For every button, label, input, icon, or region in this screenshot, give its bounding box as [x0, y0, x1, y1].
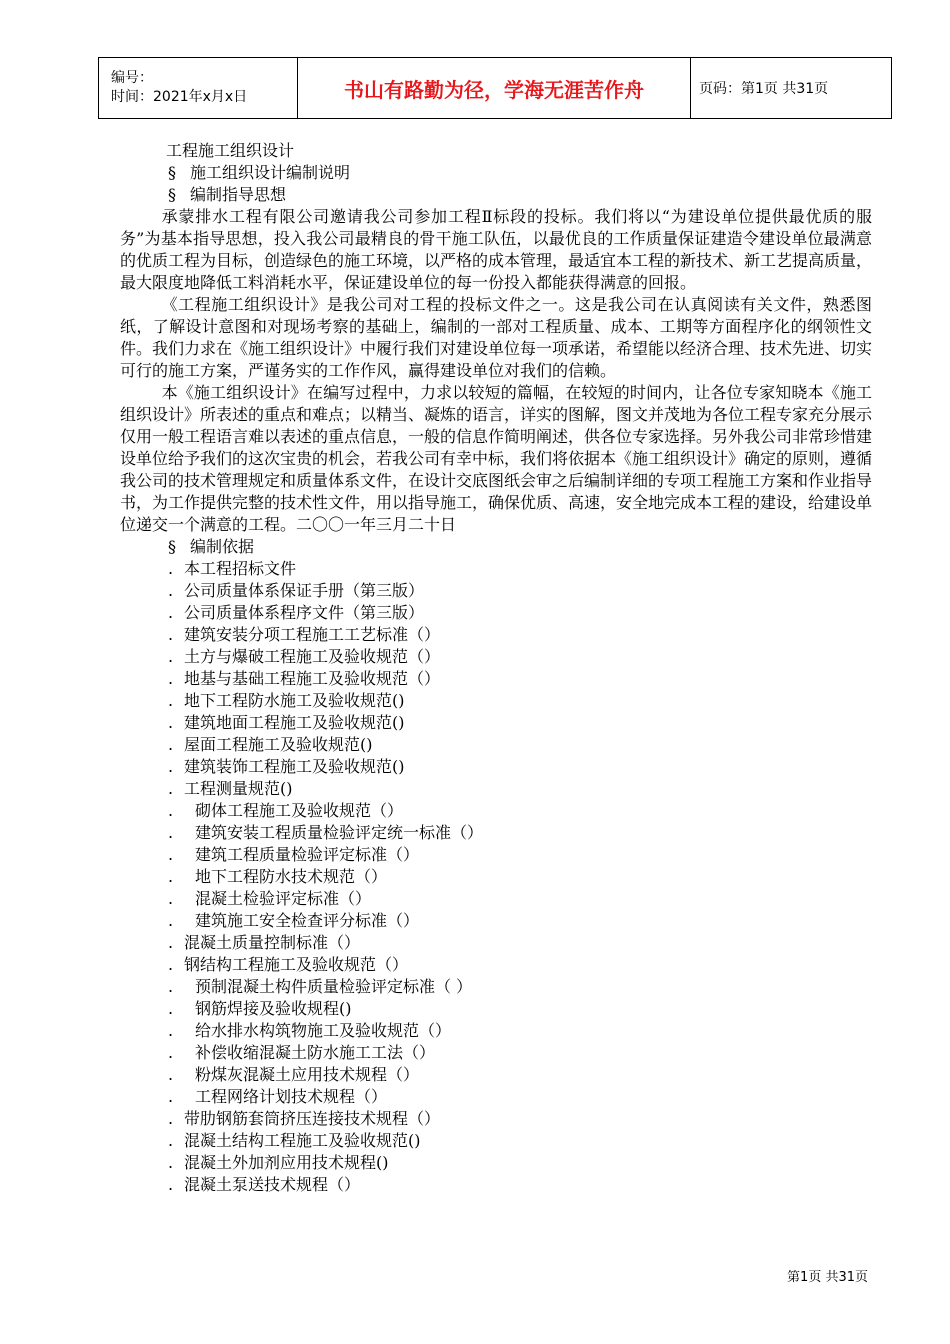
section-heading-text: 施工组织设计编制说明	[190, 163, 351, 182]
section-mark: §	[168, 537, 176, 556]
reference-item-text: 地下工程防水技术规范（）	[195, 867, 388, 886]
list-bullet: .	[168, 735, 174, 754]
reference-item-text: 建筑安装工程质量检验评定统一标准（）	[195, 823, 484, 842]
reference-item	[120, 822, 872, 844]
list-bullet: .	[168, 1021, 174, 1040]
reference-item	[120, 800, 872, 822]
reference-item	[120, 1108, 872, 1130]
reference-item-text: 公司质量体系程序文件（第三版）	[184, 603, 425, 622]
header-meta-cell	[99, 58, 298, 119]
header-table	[98, 57, 892, 119]
list-bullet: .	[168, 1043, 174, 1062]
reference-item	[120, 1086, 872, 1108]
list-bullet: .	[168, 845, 174, 864]
document-body	[120, 140, 872, 1196]
reference-item	[120, 888, 872, 910]
reference-item-text: 钢筋焊接及验收规程()	[195, 999, 352, 1018]
section-heading-1	[120, 162, 872, 184]
header-page-info: 页码：第1页 共31页	[691, 58, 892, 119]
list-bullet: .	[168, 691, 174, 710]
section-heading-text: 编制依据	[190, 537, 255, 556]
list-bullet: .	[168, 911, 174, 930]
list-bullet: .	[168, 625, 174, 644]
reference-item	[120, 1020, 872, 1042]
reference-item	[120, 844, 872, 866]
reference-item-text: 土方与爆破工程施工及验收规范（）	[184, 647, 441, 666]
reference-item-text: 地基与基础工程施工及验收规范（）	[184, 669, 441, 688]
reference-item	[120, 1064, 872, 1086]
reference-item-text: 预制混凝土构件质量检验评定标准（ ）	[195, 977, 473, 996]
reference-item-text: 建筑工程质量检验评定标准（）	[195, 845, 420, 864]
section-heading-3	[120, 536, 872, 558]
reference-item-text: 混凝土泵送技术规程（）	[184, 1175, 361, 1194]
list-bullet: .	[168, 889, 174, 908]
list-bullet: .	[168, 1175, 174, 1194]
reference-item	[120, 646, 872, 668]
reference-item	[120, 558, 872, 580]
list-bullet: .	[168, 977, 174, 996]
list-bullet: .	[168, 933, 174, 952]
reference-item-text: 地下工程防水施工及验收规范()	[184, 691, 405, 710]
section-heading-text: 编制指导思想	[190, 185, 287, 204]
page-footer: 第1页 共31页	[787, 1270, 868, 1285]
section-heading-2	[120, 184, 872, 206]
list-bullet: .	[168, 757, 174, 776]
reference-item-text: 建筑装饰工程施工及验收规范()	[184, 757, 405, 776]
reference-item	[120, 1130, 872, 1152]
list-bullet: .	[168, 713, 174, 732]
reference-item-text: 工程测量规范()	[184, 779, 293, 798]
list-bullet: .	[168, 603, 174, 622]
paragraph-1: 承蒙排水工程有限公司邀请我公司参加工程Ⅱ标段的投标。我们将以“为建设单位提供最优质的服务”为基本指导思想，投入我公司最精良的骨干施工队伍，以最优良的工作质量保证建造令建设单位最满意的优质工程为目标，创造绿色的施工环境，以严格的成本管理，最适宜本工程的新技术、新工艺提高质量，最大限度地降低工料消耗水平，保证建设单位的每一份投入都能获得满意的回报。	[120, 207, 873, 292]
reference-item-text: 工程网络计划技术规程（）	[195, 1087, 388, 1106]
document-number-label: 编号：	[111, 70, 153, 86]
reference-item-text: 粉煤灰混凝土应用技术规程（）	[195, 1065, 420, 1084]
list-bullet: .	[168, 1087, 174, 1106]
reference-item	[120, 866, 872, 888]
reference-list	[120, 558, 872, 1196]
list-bullet: .	[168, 559, 174, 578]
list-bullet: .	[168, 955, 174, 974]
reference-item-text: 混凝土质量控制标准（）	[184, 933, 361, 952]
reference-item-text: 建筑施工安全检查评分标准（）	[195, 911, 420, 930]
reference-item	[120, 778, 872, 800]
reference-item	[120, 602, 872, 624]
reference-item-text: 钢结构工程施工及验收规范（）	[184, 955, 409, 974]
section-mark: §	[168, 163, 176, 182]
reference-item	[120, 1152, 872, 1174]
reference-item-text: 屋面工程施工及验收规范()	[184, 735, 373, 754]
list-bullet: .	[168, 779, 174, 798]
reference-item-text: 带肋钢筋套筒挤压连接技术规程（）	[184, 1109, 441, 1128]
reference-item-text: 补偿收缩混凝土防水施工工法（）	[195, 1043, 436, 1062]
document-time-label: 时间：2021年x月x日	[111, 89, 248, 105]
reference-item	[120, 932, 872, 954]
reference-item-text: 给水排水构筑物施工及验收规范（）	[195, 1021, 452, 1040]
reference-item-text: 混凝土结构工程施工及验收规范()	[184, 1131, 421, 1150]
reference-item-text: 公司质量体系保证手册（第三版）	[184, 581, 425, 600]
list-bullet: .	[168, 1131, 174, 1150]
reference-item	[120, 690, 872, 712]
list-bullet: .	[168, 1065, 174, 1084]
document-title: 工程施工组织设计	[166, 141, 295, 160]
reference-item-text: 本工程招标文件	[184, 559, 297, 578]
reference-item-text: 建筑地面工程施工及验收规范()	[184, 713, 405, 732]
reference-item-text: 混凝土检验评定标准（）	[195, 889, 372, 908]
list-bullet: .	[168, 647, 174, 666]
reference-item	[120, 1042, 872, 1064]
reference-item	[120, 976, 872, 998]
list-bullet: .	[168, 999, 174, 1018]
list-bullet: .	[168, 801, 174, 820]
list-bullet: .	[168, 1109, 174, 1128]
reference-item	[120, 712, 872, 734]
reference-item	[120, 954, 872, 976]
list-bullet: .	[168, 1153, 174, 1172]
reference-item-text: 建筑安装分项工程施工工艺标准（）	[184, 625, 441, 644]
list-bullet: .	[168, 823, 174, 842]
reference-item	[120, 624, 872, 646]
reference-item	[120, 910, 872, 932]
list-bullet: .	[168, 867, 174, 886]
reference-item-text: 混凝土外加剂应用技术规程()	[184, 1153, 389, 1172]
reference-item	[120, 998, 872, 1020]
list-bullet: .	[168, 581, 174, 600]
section-mark: §	[168, 185, 176, 204]
reference-item-text: 砌体工程施工及验收规范（）	[195, 801, 404, 820]
reference-item	[120, 1174, 872, 1196]
header-motto: 书山有路勤为径，学海无涯苦作舟	[298, 58, 691, 119]
paragraph-3: 本《施工组织设计》在编写过程中，力求以较短的篇幅，在较短的时间内，让各位专家知晓本《施工组织设计》所表述的重点和难点；以精当、凝炼的语言，详实的图解，图文并茂地为各位工程专家充分展示仅用一般工程语言难以表述的重点信息，一般的信息作简明阐述，供各位专家选择。另外我公司非常珍惜建设单位给予我们的这次宝贵的机会，若我公司有幸中标，我们将依据本《施工组织设计》确定的原则，遵循我公司的技术管理规定和质量体系文件，在设计交底图纸会审之后编制详细的专项工程施工方案和作业指导书，为工作提供完整的技术性文件，用以指导施工，确保优质、高速，安全地完成本工程的建设，给建设单位递交一个满意的工程。二〇〇一年三月二十日	[120, 383, 873, 534]
reference-item	[120, 668, 872, 690]
reference-item	[120, 756, 872, 778]
reference-item	[120, 734, 872, 756]
reference-item	[120, 580, 872, 602]
list-bullet: .	[168, 669, 174, 688]
paragraph-2: 《工程施工组织设计》是我公司对工程的投标文件之一。这是我公司在认真阅读有关文件，熟悉图纸，了解设计意图和对现场考察的基础上，编制的一部对工程质量、成本、工期等方面程序化的纲领性文件。我们力求在《施工组织设计》中履行我们对建设单位每一项承诺，希望能以经济合理、技术先进、切实可行的施工方案，严谨务实的工作作风，赢得建设单位对我们的信赖。	[120, 295, 873, 380]
